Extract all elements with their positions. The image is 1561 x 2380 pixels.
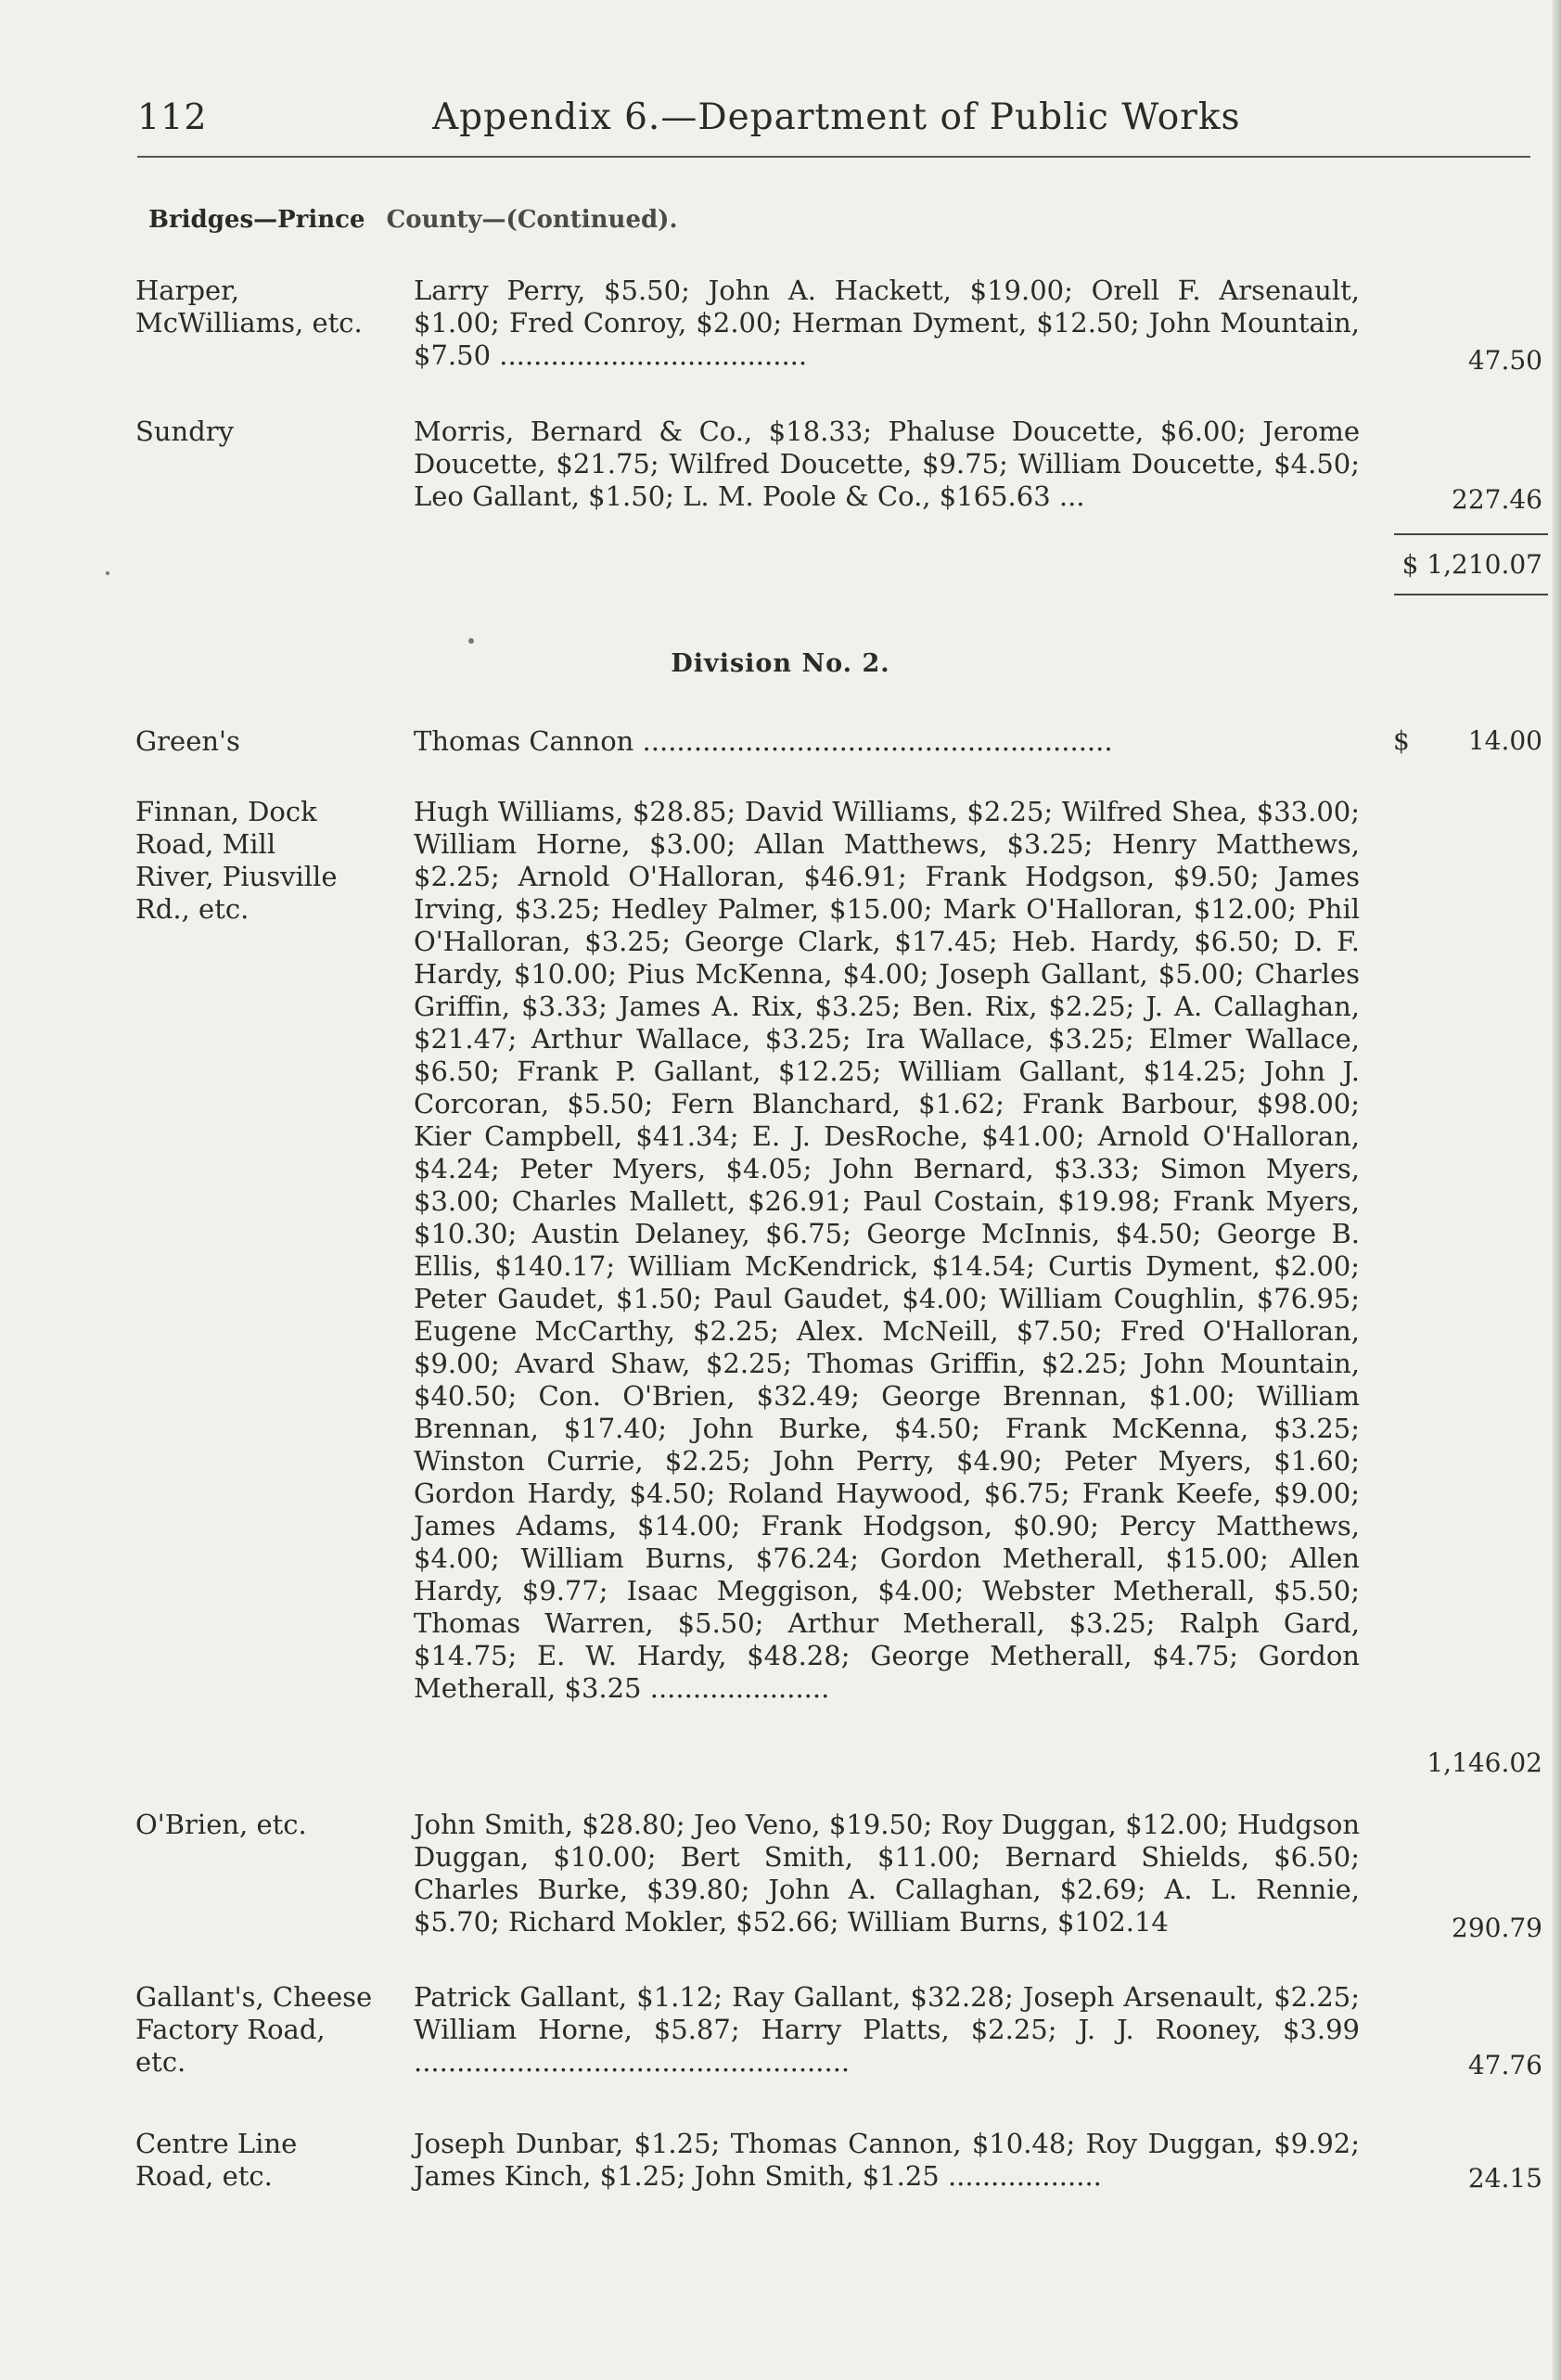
entry-place: Centre Line Road, etc.	[135, 2128, 298, 2192]
entry-amount: 24.15	[1467, 2163, 1542, 2194]
section-heading-rest: County—(Continued).	[386, 206, 678, 234]
section-continuation-heading	[148, 206, 678, 234]
entry-description: Morris, Bernard & Co., $18.33; Phaluse Doucette, $6.00; Jerome Doucette, $21.75; Wilfred Doucette, $9.75; William Doucette, $4.50; Leo Gallant, $1.50; L. M. Poole & Co., $165.63 ...	[414, 416, 1360, 512]
header-rule	[137, 156, 1530, 158]
entry-description: Thomas Cannon .......................................................	[414, 725, 1113, 757]
entry-description: Larry Perry, $5.50; John A. Hackett, $19.00; Orell F. Arsenault, $1.00; Fred Conroy, $2.00; Herman Dyment, $12.50; John Mountain, $7.50 ....................................	[414, 275, 1360, 371]
page-edge-shadow	[1552, 0, 1561, 2380]
entry-description: Joseph Dunbar, $1.25; Thomas Cannon, $10.48; Roy Duggan, $9.92; James Kinch, $1.25; John Smith, $1.25 ..................	[414, 2128, 1360, 2192]
entry-description: John Smith, $28.80; Jeo Veno, $19.50; Roy Duggan, $12.00; Hudgson Duggan, $10.00; Bert Smith, $11.00; Bernard Shields, $6.50; Charles Burke, $39.80; John A. Callaghan, $2.69; A. L. Rennie, $5.70; Richard Mokler, $52.66; William Burns, $102.14	[414, 1809, 1360, 1938]
print-speck	[106, 571, 109, 575]
total-bottom-rule	[1394, 594, 1548, 595]
entry-amount: 1,146.02	[1427, 1747, 1542, 1778]
entry-place: Gallant's, Cheese Factory Road, etc.	[135, 1981, 373, 2078]
division-total: $ 1,210.07	[1401, 549, 1542, 580]
page-number: 112	[137, 96, 208, 137]
entry-place: Sundry	[135, 416, 235, 447]
entry-amount: 227.46	[1452, 484, 1542, 515]
page-header	[137, 96, 1529, 148]
dollar-sign: $	[1393, 725, 1410, 756]
entry-amount: 14.00	[1467, 725, 1542, 756]
entry-description: Patrick Gallant, $1.12; Ray Gallant, $32.28; Joseph Arsenault, $2.25; William Horne, $5.87; Harry Platts, $2.25; J. J. Rooney, $3.99 ...................................................	[414, 1981, 1360, 2078]
division-title: Division No. 2.	[671, 649, 890, 678]
entry-place: Green's	[135, 725, 240, 757]
entry-amount: 47.50	[1467, 345, 1542, 376]
entry-place: Finnan, Dock Road, Mill River, Piusville Rd., etc.	[135, 796, 338, 925]
total-top-rule	[1394, 533, 1548, 535]
section-heading: Bridges—Prince	[148, 206, 365, 234]
entry-amount: 47.76	[1467, 2050, 1542, 2080]
print-speck	[468, 638, 474, 644]
entry-description: Hugh Williams, $28.85; David Williams, $2.25; Wilfred Shea, $33.00; William Horne, $3.00; Allan Matthews, $3.25; Henry Matthews, $2.25; Arnold O'Halloran, $46.91; Frank Hodgson, $9.50; James Irving, $3.25; Hedley Palmer, $15.00; Mark O'Halloran, $12.00; Phil O'Halloran, $3.25; George Clark, $17.45; Heb. Hardy, $6.50; D. F. Hardy, $10.00; Pius McKenna, $4.00; Joseph Gallant, $5.00; Charles Griffin, $3.33; James A. Rix, $3.25; Ben. Rix, $2.25; J. A. Callaghan, $21.47; Arthur Wallace, $3.25; Ira Wallace, $3.25; Elmer Wallace, $6.50; Frank P. Gallant, $12.25; William Gallant, $14.25; John J. Corcoran, $5.50; Fern Blanchard, $1.62; Frank Barbour, $98.00; Kier Campbell, $41.34; E. J. DesRoche, $41.00; Arnold O'Halloran, $4.24; Peter Myers, $4.05; John Bernard, $3.33; Simon Myers, $3.00; Charles Mallett, $26.91; Paul Costain, $19.98; Frank Myers, $10.30; Austin Delaney, $6.75; George McInnis, $4.50; George B. Ellis, $140.17; William McKendrick, $14.54; Curtis Dyment, $2.00; Peter Gaudet, $1.50; Paul Gaudet, $4.00; William Coughlin, $76.95; Eugene McCarthy, $2.25; Alex. McNeill, $7.50; Fred O'Halloran, $9.00; Avard Shaw, $2.25; Thomas Griffin, $2.25; John Mountain, $40.50; Con. O'Brien, $32.49; George Brennan, $1.00; William Brennan, $17.40; John Burke, $4.50; Frank McKenna, $3.25; Winston Currie, $2.25; John Perry, $4.90; Peter Myers, $1.60; Gordon Hardy, $4.50; Roland Haywood, $6.75; Frank Keefe, $9.00; James Adams, $14.00; Frank Hodgson, $0.90; Percy Matthews, $4.00; William Burns, $76.24; Gordon Metherall, $15.00; Allen Hardy, $9.77; Isaac Meggison, $4.00; Webster Metherall, $5.50; Thomas Warren, $5.50; Arthur Metherall, $3.25; Ralph Gard, $14.75; E. W. Hardy, $48.28; George Metherall, $4.75; Gordon Metherall, $3.25 .....................	[414, 796, 1360, 1704]
running-head: Appendix 6.—Department of Public Works	[432, 96, 1241, 138]
entry-amount: 290.79	[1452, 1913, 1542, 1943]
entry-place: Harper, McWilliams, etc.	[135, 275, 363, 339]
entry-place: O'Brien, etc.	[135, 1809, 307, 1840]
